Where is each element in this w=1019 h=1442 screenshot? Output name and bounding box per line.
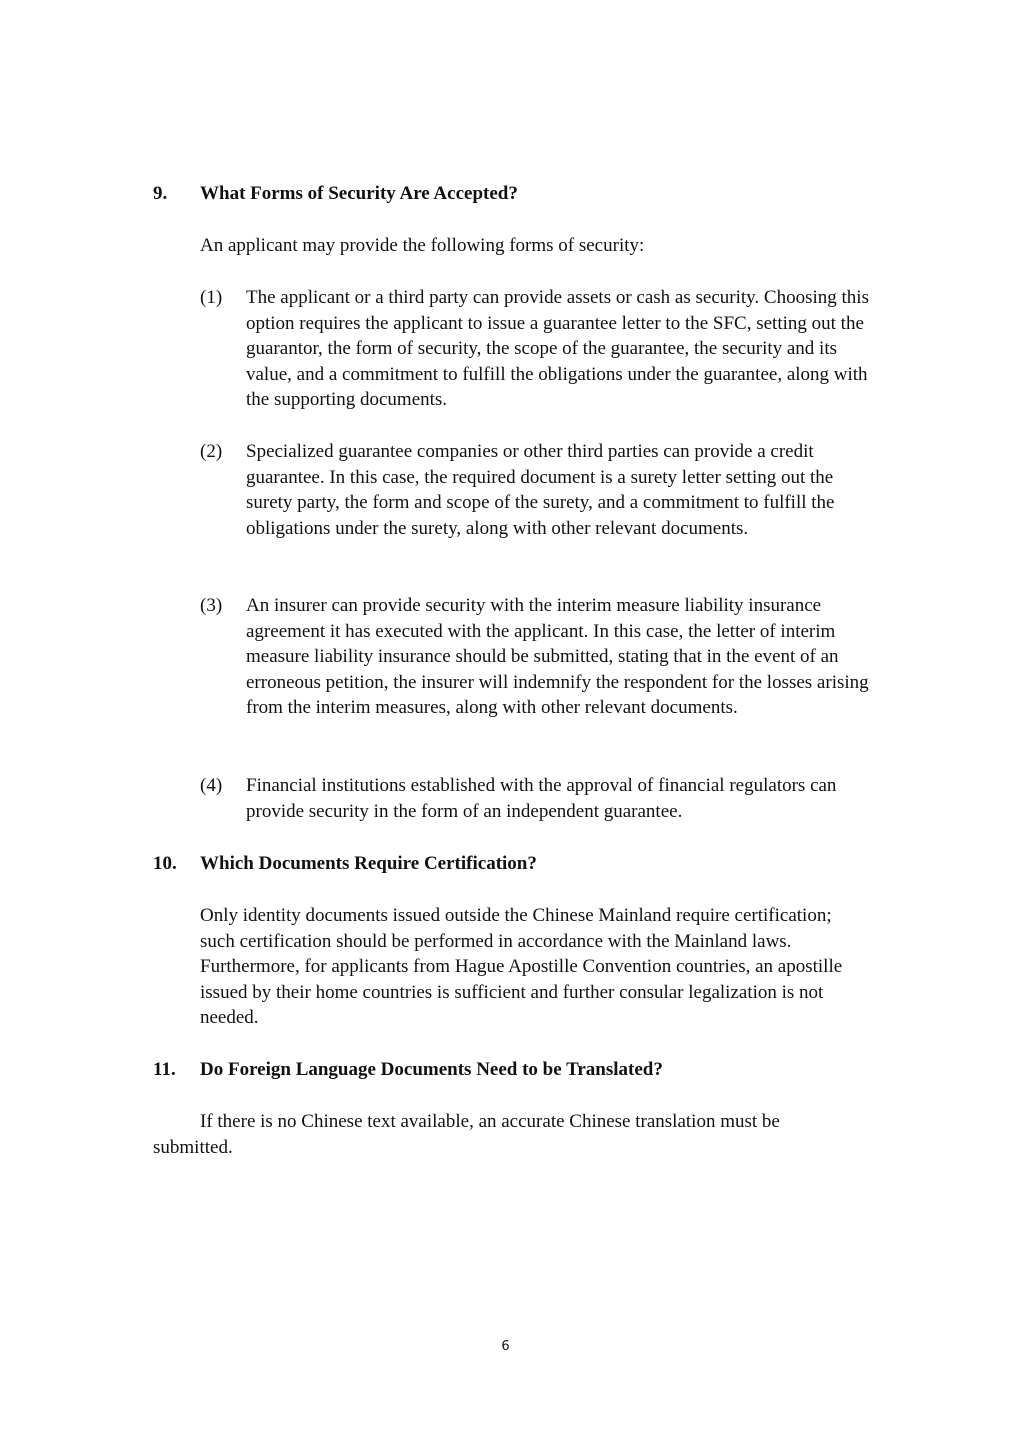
section-title: Which Documents Require Certification? [200,853,537,874]
page-number: 6 [501,1339,510,1354]
section-9-intro: An applicant may provide the following forms of security: [200,235,645,256]
section-title: What Forms of Security Are Accepted? [200,183,518,204]
list-marker: (4) [200,775,223,796]
list-marker: (2) [200,441,223,462]
list-marker: (1) [200,287,223,308]
section-11-body-text: If there is no Chinese text available, an accurate Chinese translation must be submitted. [153,1111,780,1158]
list-item-text: The applicant or a third party can provide assets or cash as security. Choosing this option requires the applicant to issue a guarantee letter to the SFC, setting out the guarantor, the form of security, the scope of the guarantee, the security and its value, and a commitment to fulfill the obligations under the guarantee, along with the supporting documents. [246,287,869,410]
section-title: Do Foreign Language Documents Need to be Translated? [200,1059,663,1080]
list-item-text: Specialized guarantee companies or other third parties can provide a credit guarantee. In this case, the required document is a surety letter setting out the surety party, the form and scope of the surety, and a commitment to fulfill the obligations under the surety, along with other relevant documents. [246,441,835,539]
security-form-item-4 [200,773,880,828]
security-form-item-1 [200,285,880,415]
section-10-body: Only identity documents issued outside the Chinese Mainland require certification; such certification should be performed in accordance with the Mainland laws. Furthermore, for applicants from Hague Apostille Convention countries, an apostille issued by their home countries is sufficient and further consular legalization is not needed. [200,905,843,1028]
security-form-item-2 [200,439,880,569]
section-number: 10. [153,853,177,874]
list-item-text: Financial institutions established with the approval of financial regulators can provide security in the form of an independent guarantee. [246,775,837,822]
list-item-text: An insurer can provide security with the interim measure liability insurance agreement it has executed with the applicant. In this case, the letter of interim measure liability insurance should be submitted, stating that in the event of an erroneous petition, the insurer will indemnify the respondent for the losses arising from the interim measures, along with other relevant documents. [246,595,869,718]
section-number: 11. [153,1059,176,1080]
section-number: 9. [153,183,168,204]
security-form-item-3 [200,593,880,748]
section-11-body [153,1109,843,1160]
list-marker: (3) [200,595,223,616]
